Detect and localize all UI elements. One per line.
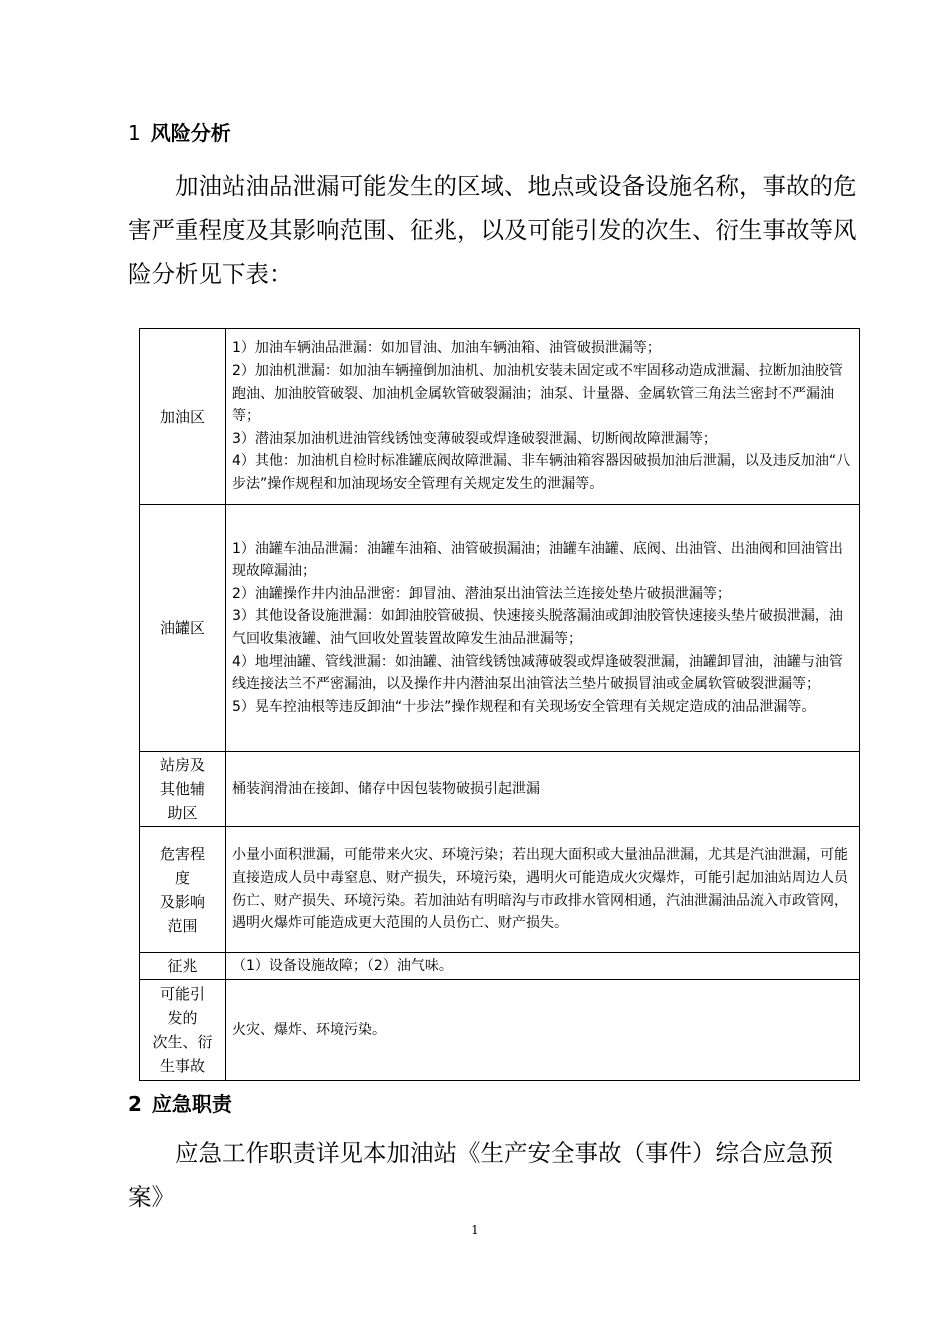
row-label-station-building: 站房及 其他辅 助区: [140, 752, 226, 827]
section-2-paragraph: 应急工作职责详见本加油站《生产安全事故（事件）综合应急预案》: [128, 1139, 833, 1211]
list-item: 3）潜油泵加油机进油管线锈蚀变薄破裂或焊逢破裂泄漏、切断阀故障泄漏等；: [232, 430, 717, 447]
table-row-station-building: [140, 752, 860, 827]
table-row-hazard-scope: [140, 827, 860, 953]
row-content-refuel-area: [226, 329, 860, 505]
section-2-title: 应急职责: [151, 1092, 232, 1116]
table-row-symptoms: [140, 953, 860, 980]
row-label-hazard-scope: 危害程 度 及影响 范围: [140, 827, 226, 953]
section-2-heading: [128, 1092, 232, 1116]
section-1-heading: [128, 121, 231, 145]
list-item: 4）其他：加油机自检时标准罐底阀故障泄漏、非车辆油箱容器因破损加油后泄漏，以及违反加油“八步法”操作规程和加油现场安全管理有关规定发生的泄漏等。: [232, 453, 851, 492]
list-item: 桶装润滑油在接卸、储存中因包装物破损引起泄漏: [232, 780, 540, 797]
list-item: 小量小面积泄漏，可能带来火灾、环境污染；若出现大面积或大量油品泄漏，尤其是汽油泄漏，可能直接造成人员中毒窒息、财产损失，环境污染，遇明火可能造成火灾爆炸，可能引起加油站周边人员伤亡、财产损失、环境污染。若加油站有明暗沟与市政排水管网相通，汽油泄漏油品流入市政管网，遇明火爆炸可能造成更大范围的人员伤亡、财产损失。: [232, 847, 848, 932]
page-number: 1: [471, 1223, 479, 1237]
row-content-station-building: [226, 752, 860, 827]
row-label-refuel-area: 加油区: [140, 329, 226, 505]
row-label-tank-area: 油罐区: [140, 505, 226, 752]
table-row-refuel-area: [140, 329, 860, 505]
list-item: 2）加油机泄漏：如加油车辆撞倒加油机、加油机安装未固定或不牢固移动造成泄漏、拉断加油胶管跑油、加油胶管破裂、加油机金属软管破裂漏油；油泵、计量器、金属软管三角法兰密封不严漏油等；: [232, 363, 843, 425]
section-1-paragraph: 加油站油品泄漏可能发生的区域、地点或设备设施名称，事故的危害严重程度及其影响范围、征兆，以及可能引发的次生、衍生事故等风险分析见下表：: [128, 172, 857, 288]
list-item: 3）其他设备设施泄漏：如卸油胶管破损、快速接头脱落漏油或卸油胶管快速接头垫片破损泄漏，油气回收集液罐、油气回收处置装置故障发生油品泄漏等；: [232, 608, 843, 647]
list-item: 1）加油车辆油品泄漏：如加冒油、加油车辆油箱、油管破损泄漏等；: [232, 340, 661, 357]
row-content-symptoms: [226, 953, 860, 980]
row-content-tank-area: [226, 505, 860, 752]
section-1-title: 风险分析: [150, 121, 231, 145]
list-item: （1）设备设施故障；（2）油气味。: [232, 957, 453, 974]
row-label-secondary-accidents: 可能引 发的 次生、衍 生事故: [140, 980, 226, 1081]
risk-analysis-table: [139, 328, 860, 1081]
section-2-number: 2: [128, 1092, 142, 1116]
section-1-number: 1: [128, 121, 141, 145]
table-row-tank-area: [140, 505, 860, 752]
list-item: 5）晃车控油根等违反卸油“十步法”操作规程和有关现场安全管理有关规定造成的油品泄漏等。: [232, 698, 816, 715]
list-item: 4）地埋油罐、管线泄漏：如油罐、油管线锈蚀减薄破裂或焊逢破裂泄漏，油罐卸冒油，油罐与油管线连接法兰不严密漏油，以及操作井内潜油泵出油管法兰垫片破损冒油或金属软管破裂泄漏等；: [232, 653, 843, 693]
list-item: 火灾、爆炸、环境污染。: [232, 1021, 386, 1038]
list-item: 1）油罐车油品泄漏：油罐车油箱、油管破损漏油；油罐车油罐、底阀、出油管、出油阀和回油管出现故障漏油；: [232, 540, 843, 580]
row-content-secondary-accidents: [226, 980, 860, 1081]
row-content-hazard-scope: [226, 827, 860, 953]
row-label-symptoms: 征兆: [140, 953, 226, 980]
table-row-secondary-accidents: [140, 980, 860, 1081]
list-item: 2）油罐操作井内油品泄密：卸冒油、潜油泵出油管法兰连接处垫片破损泄漏等；: [232, 585, 731, 602]
